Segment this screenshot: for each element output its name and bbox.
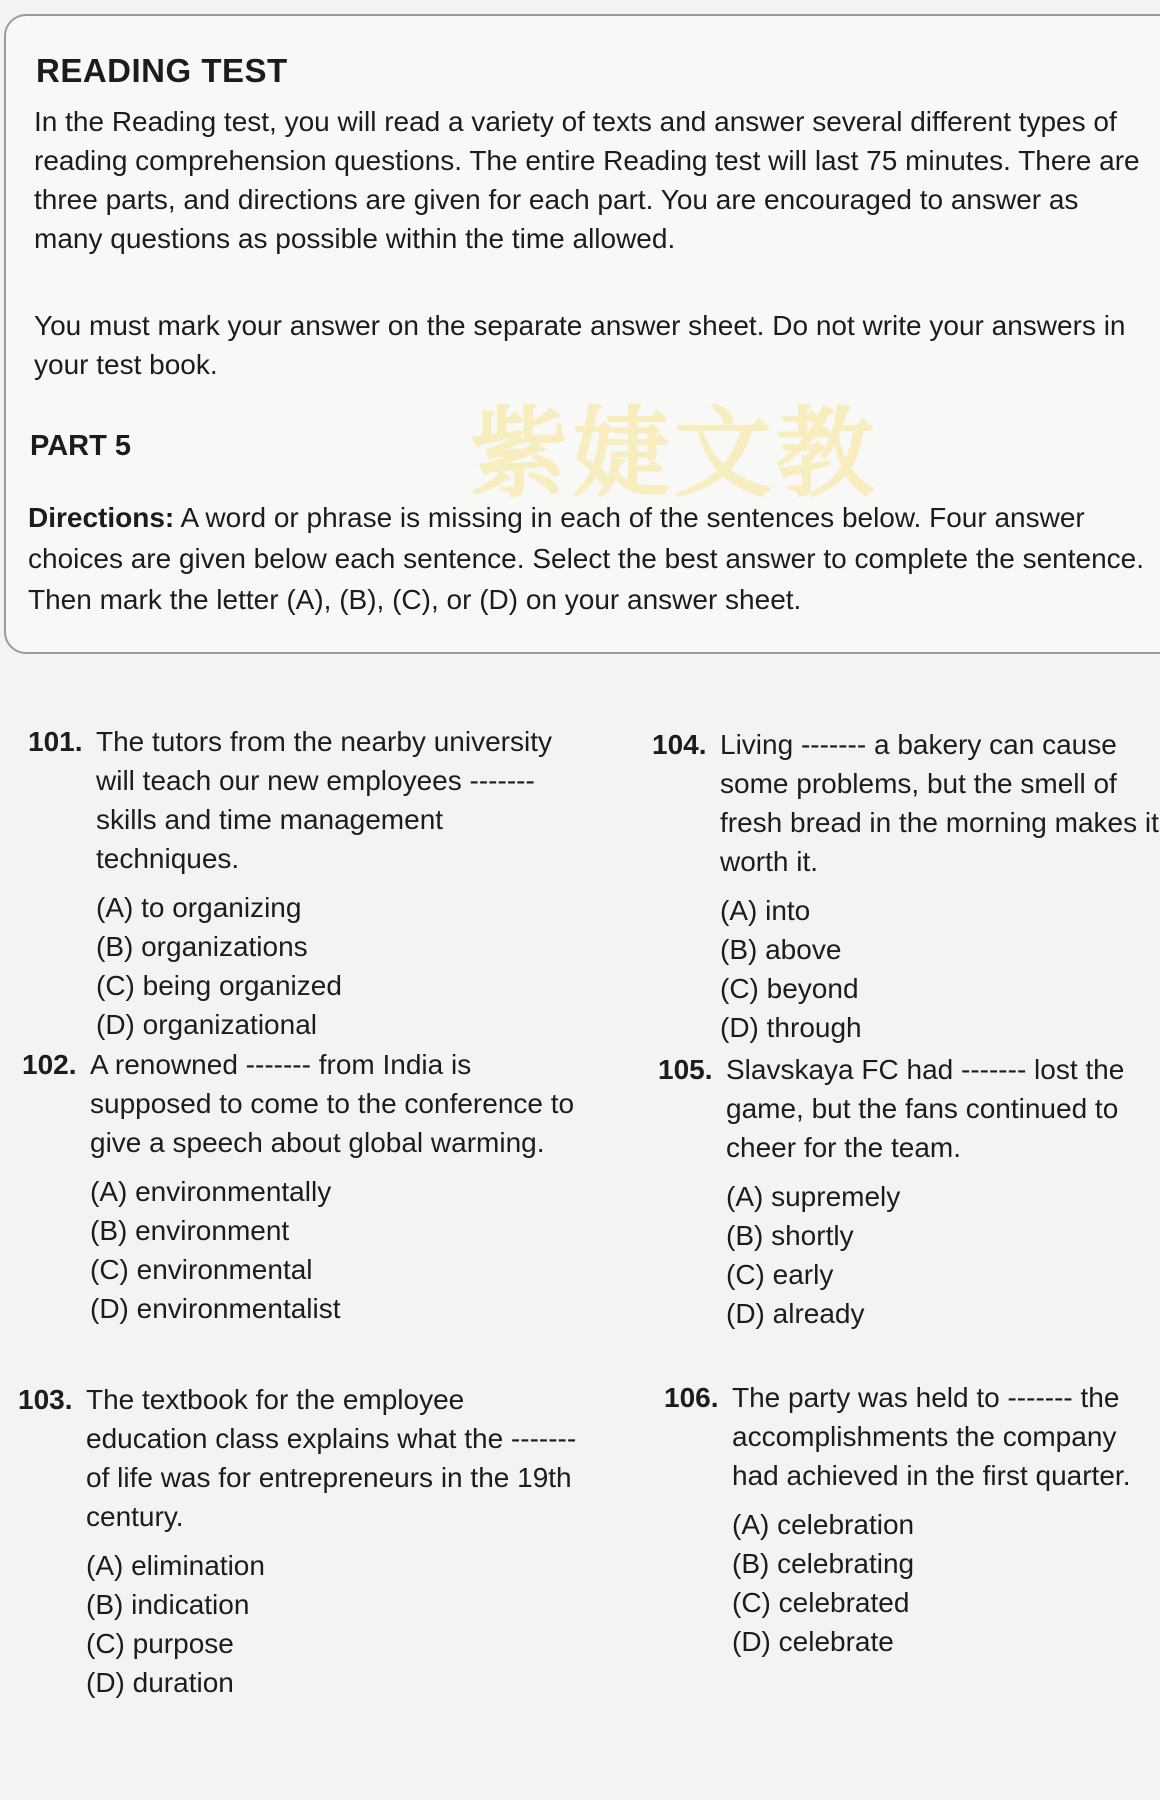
option-d[interactable]: (D) celebrate xyxy=(732,1626,894,1657)
question-104 xyxy=(652,725,1160,1047)
option-b[interactable]: (B) organizations xyxy=(96,931,308,962)
question-103 xyxy=(18,1380,578,1702)
question-text: The textbook for the employee education class explains what the ------- of life was for entrepreneurs in the 19th century. xyxy=(86,1384,577,1532)
question-text: A renowned ------- from India is supposed to come to the conference to give a speech about global warming. xyxy=(90,1049,575,1158)
watermark: 紫婕文教 xyxy=(470,397,879,511)
question-text: The tutors from the nearby university will teach our new employees ------- skills and time management techniques. xyxy=(96,726,552,874)
answer-options xyxy=(652,891,1160,1047)
directions-label: Directions: xyxy=(28,502,175,533)
option-d[interactable]: (D) environmentalist xyxy=(90,1293,341,1324)
option-d[interactable]: (D) duration xyxy=(86,1667,234,1698)
question-number: 104. xyxy=(652,729,707,760)
question-text: Living ------- a bakery can cause some problems, but the smell of fresh bread in the morning makes it worth it. xyxy=(720,729,1159,877)
question-101 xyxy=(28,722,588,1044)
question-105 xyxy=(658,1050,1160,1333)
option-c[interactable]: (C) early xyxy=(726,1259,834,1290)
option-b[interactable]: (B) celebrating xyxy=(732,1548,915,1579)
option-b[interactable]: (B) above xyxy=(720,934,842,965)
option-c[interactable]: (C) environmental xyxy=(90,1254,313,1285)
option-b[interactable]: (B) indication xyxy=(86,1589,250,1620)
option-c[interactable]: (C) celebrated xyxy=(732,1587,910,1618)
answer-options xyxy=(22,1172,582,1328)
option-c[interactable]: (C) purpose xyxy=(86,1628,234,1659)
question-number: 102. xyxy=(22,1049,77,1080)
option-d[interactable]: (D) organizational xyxy=(96,1009,317,1040)
option-a[interactable]: (A) supremely xyxy=(726,1181,901,1212)
answer-options xyxy=(664,1505,1160,1661)
part-title: PART 5 xyxy=(30,430,131,462)
option-a[interactable]: (A) elimination xyxy=(86,1550,265,1581)
option-b[interactable]: (B) shortly xyxy=(726,1220,854,1251)
page-title: READING TEST xyxy=(36,52,288,89)
option-a[interactable]: (A) celebration xyxy=(732,1509,915,1540)
option-b[interactable]: (B) environment xyxy=(90,1215,290,1246)
question-number: 103. xyxy=(18,1384,73,1415)
answer-options xyxy=(18,1546,578,1702)
option-a[interactable]: (A) environmentally xyxy=(90,1176,332,1207)
instructions-paragraph-1: In the Reading test, you will read a variety of texts and answer several different types of reading comprehension questions. The entire Reading test will last 75 minutes. There are three parts, and directions are given for each part. You are encouraged to answer as many questions as possible within the time allowed. xyxy=(34,106,1140,254)
directions-text: A word or phrase is missing in each of the sentences below. Four answer choices are given below each sentence. Select the best answer to complete the sentence. Then mark the letter (A), (B), (C), or (D) on your answer sheet. xyxy=(28,502,1145,615)
option-d[interactable]: (D) through xyxy=(720,1012,862,1043)
instructions-paragraph-2: You must mark your answer on the separate answer sheet. Do not write your answers in your test book. xyxy=(34,310,1126,380)
question-number: 105. xyxy=(658,1054,713,1085)
option-c[interactable]: (C) beyond xyxy=(720,973,859,1004)
question-number: 101. xyxy=(28,726,83,757)
option-c[interactable]: (C) being organized xyxy=(96,970,342,1001)
answer-options xyxy=(658,1177,1160,1333)
option-a[interactable]: (A) to organizing xyxy=(96,892,302,923)
answer-options xyxy=(28,888,588,1044)
question-106 xyxy=(664,1378,1160,1661)
question-text: The party was held to ------- the accomplishments the company had achieved in the first quarter. xyxy=(732,1382,1131,1491)
question-number: 106. xyxy=(664,1382,719,1413)
directions xyxy=(28,497,1158,620)
question-text: Slavskaya FC had ------- lost the game, but the fans continued to cheer for the team. xyxy=(726,1054,1125,1163)
option-d[interactable]: (D) already xyxy=(726,1298,865,1329)
option-a[interactable]: (A) into xyxy=(720,895,811,926)
question-102 xyxy=(22,1045,582,1328)
